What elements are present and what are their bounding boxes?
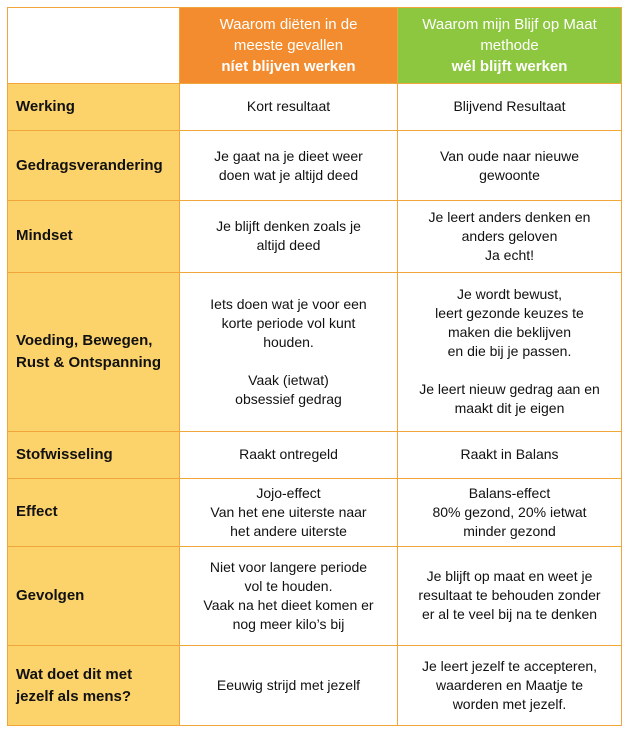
method-cell-line: maakt dit je eigen [454, 400, 565, 417]
method-cell [398, 478, 622, 546]
row-label-line: Mindset [16, 227, 73, 245]
method-cell-line: Blijvend Resultaat [453, 98, 566, 115]
header-method [398, 8, 622, 84]
method-cell [398, 646, 622, 726]
row-label-werking [8, 83, 180, 131]
method-cell-line: waarderen en Maatje te [435, 677, 584, 694]
diet-cell-line: Eeuwig strijd met jezelf [216, 677, 361, 694]
method-cell-line: maken die beklijven [448, 324, 571, 341]
diet-cell-line: Kort resultaat [246, 98, 331, 115]
table-row [8, 131, 622, 201]
diet-cell-line: het andere uiterste [230, 522, 347, 539]
method-cell-line: leert gezonde keuzes te [435, 305, 584, 322]
table-row [8, 201, 622, 272]
method-cell-line: minder gezond [463, 522, 556, 539]
method-cell [398, 201, 622, 272]
row-label-line: Gevolgen [16, 586, 85, 604]
diet-cell [180, 546, 398, 645]
method-cell-line: Ja echt! [484, 246, 535, 263]
header-diet-bold: níet blijven werken [221, 57, 356, 75]
row-label-line: Stofwisseling [16, 445, 113, 463]
method-cell [398, 546, 622, 645]
diet-cell [180, 83, 398, 131]
diet-cell [180, 272, 398, 432]
diet-cell [180, 478, 398, 546]
header-row [8, 8, 622, 84]
row-label-line: jezelf als mens? [16, 687, 132, 705]
corner-cell [8, 8, 180, 84]
paragraph-gap [188, 352, 389, 371]
diet-cell-line: Je gaat na je dieet weer [214, 147, 363, 164]
method-cell-line: Je blijft op maat en weet je [426, 568, 593, 585]
diet-cell [180, 131, 398, 201]
method-cell-line: resultaat te behouden zonder [418, 587, 601, 604]
diet-cell-line: Iets doen wat je voor een [210, 295, 367, 312]
paragraph-gap [406, 361, 613, 380]
row-label-line: Werking [16, 97, 75, 115]
method-cell [398, 131, 622, 201]
row-label-effect [8, 478, 180, 546]
method-cell [398, 83, 622, 131]
diet-cell-line: Raakt ontregeld [239, 446, 338, 463]
diet-cell-line: Je blijft denken zoals je [216, 218, 361, 235]
header-method-line: methode [480, 36, 539, 54]
table-row [8, 432, 622, 478]
table-row [8, 646, 622, 726]
method-cell-line: Balans-effect [468, 484, 551, 501]
method-cell-line: Je leert jezelf te accepteren, [421, 658, 598, 675]
table-row [8, 478, 622, 546]
comparison-table [7, 7, 622, 726]
diet-cell-line: Niet voor langere periode [209, 558, 368, 575]
diet-cell-line: houden. [263, 333, 314, 350]
diet-cell-line: doen wat je altijd deed [218, 166, 359, 183]
row-label-stofwisseling [8, 432, 180, 478]
method-cell-line: Je leert anders denken en [428, 208, 591, 225]
row-label-gevolgen [8, 546, 180, 645]
row-label-line: Wat doet dit met [16, 665, 133, 683]
diet-cell-line: Van het ene uiterste naar [210, 503, 367, 520]
diet-cell [180, 201, 398, 272]
header-diet-line: Waarom diëten in de [219, 15, 358, 33]
table-row [8, 546, 622, 645]
diet-cell [180, 432, 398, 478]
method-cell-line: en die bij je passen. [447, 343, 572, 360]
diet-cell [180, 646, 398, 726]
header-method-line: Waarom mijn Blijf op Maat [422, 15, 597, 33]
method-cell-line: Je leert nieuw gedrag aan en [419, 381, 600, 398]
diet-cell-line: Jojo-effect [256, 484, 321, 501]
diet-cell-line: nog meer kilo’s bij [232, 615, 345, 632]
method-cell-line: worden met jezelf. [452, 696, 567, 713]
row-label-gedragsverandering [8, 131, 180, 201]
row-label-line: Rust & Ontspanning [16, 353, 161, 371]
diet-cell-line: altijd deed [256, 237, 321, 254]
header-method-bold: wél blijft werken [451, 57, 568, 75]
method-cell [398, 272, 622, 432]
diet-cell-line: Vaak na het dieet komen er [203, 596, 374, 613]
row-label-wat-doet-dit-met-jezelf-als-mens [8, 646, 180, 726]
row-label-line: Effect [16, 503, 58, 521]
table-row [8, 83, 622, 131]
method-cell-line: Raakt in Balans [460, 446, 559, 463]
method-cell-line: gewoonte [479, 166, 540, 183]
header-diet [180, 8, 398, 84]
method-cell-line: anders geloven [461, 227, 558, 244]
diet-cell-line: obsessief gedrag [235, 390, 342, 407]
table-row [8, 272, 622, 432]
row-label-voeding-bewegen-rust-ontspanning [8, 272, 180, 432]
row-label-mindset [8, 201, 180, 272]
diet-cell-line: korte periode vol kunt [221, 314, 356, 331]
diet-cell-line: vol te houden. [244, 577, 333, 594]
method-cell-line: Van oude naar nieuwe [439, 147, 580, 164]
method-cell-line: 80% gezond, 20% ietwat [432, 503, 587, 520]
row-label-line: Voeding, Bewegen, [16, 331, 153, 349]
method-cell-line: Je wordt bewust, [456, 286, 563, 303]
header-diet-line: meeste gevallen [233, 36, 344, 54]
row-label-line: Gedragsverandering [16, 156, 163, 174]
method-cell-line: er al te veel bij na te denken [421, 606, 598, 623]
diet-cell-line: Vaak (ietwat) [248, 371, 329, 388]
method-cell [398, 432, 622, 478]
